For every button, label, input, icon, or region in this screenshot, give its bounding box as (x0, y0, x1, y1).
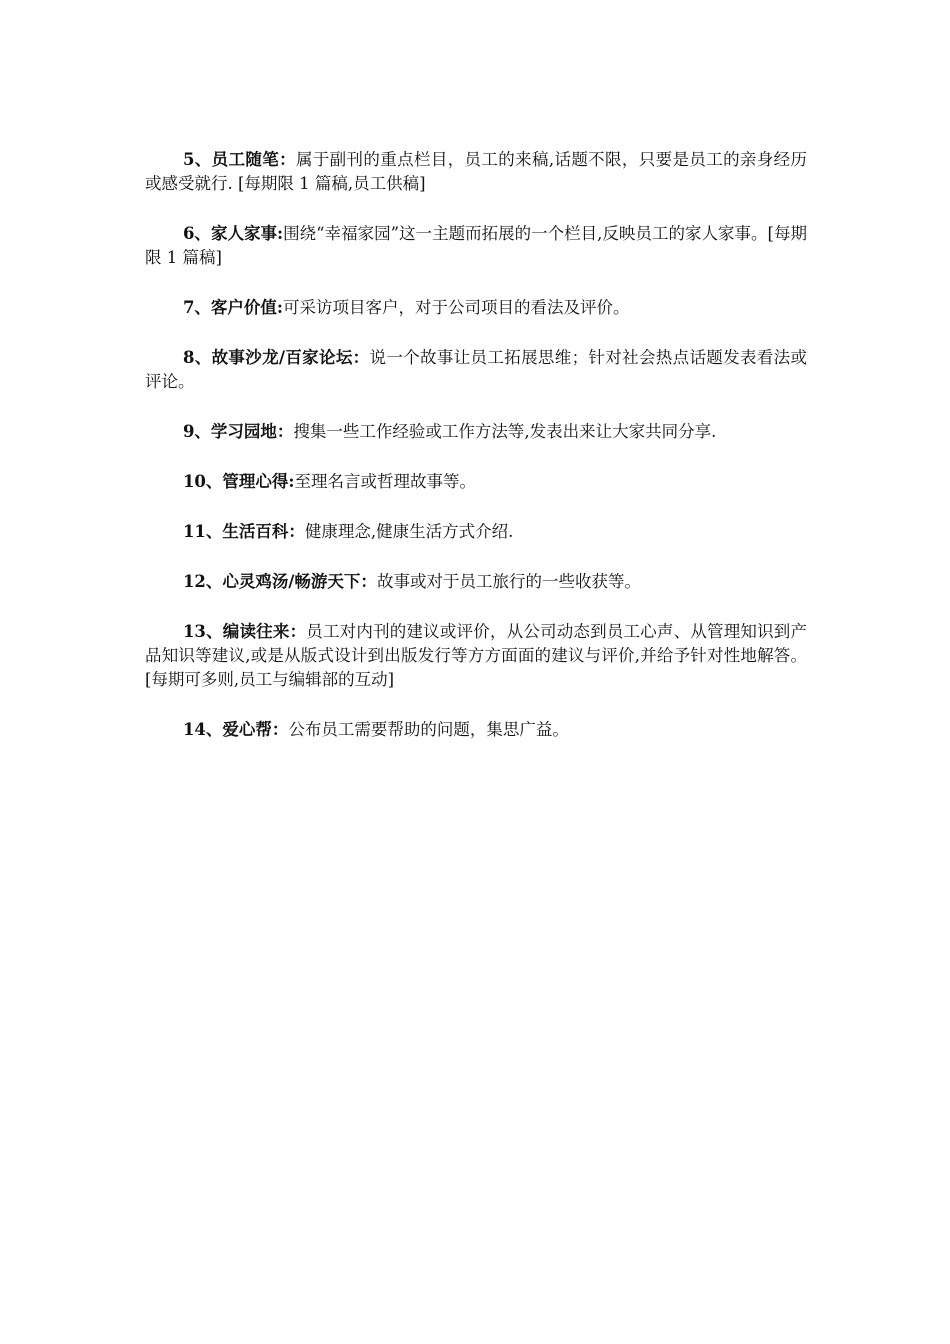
section-item-6 (145, 222, 807, 270)
section-title: 7、客户价值: (182, 298, 284, 317)
section-item-10 (145, 470, 807, 494)
section-title: 12、心灵鸡汤/畅游天下： (182, 572, 377, 591)
section-title: 6、家人家事: (182, 224, 284, 243)
section-text: 健康理念,健康生活方式介绍. (304, 522, 514, 541)
section-item-13 (145, 620, 807, 692)
section-title: 8、故事沙龙/百家论坛： (182, 348, 370, 367)
section-text: 故事或对于员工旅行的一些收获等。 (376, 572, 641, 591)
section-item-7 (145, 296, 807, 320)
section-title: 9、学习园地： (182, 422, 294, 441)
section-title: 5、员工随笔： (182, 150, 296, 169)
section-title: 10、管理心得: (182, 472, 295, 491)
section-title: 11、生活百科： (182, 522, 305, 541)
section-title: 14、爱心帮： (182, 720, 289, 739)
document-body (145, 148, 807, 768)
section-text: 围绕“幸福家园”这一主题而拓展的一个栏目,反映员工的家人家事。[每期限 1 篇稿] (145, 224, 807, 267)
section-item-9 (145, 420, 807, 444)
section-text: 公布员工需要帮助的问题，集思广益。 (288, 720, 569, 739)
section-title: 13、编读往来： (182, 622, 307, 641)
section-text: 属于副刊的重点栏目，员工的来稿,话题不限，只要是员工的亲身经历或感受就行. [每期限 1 篇稿,员工供稿] (145, 150, 808, 193)
section-item-12 (145, 570, 807, 594)
section-item-5 (145, 148, 807, 196)
section-text: 员工对内刊的建议或评价，从公司动态到员工心声、从管理知识到产品知识等建议,或是从版式设计到出版发行等方方面面的建议与评价,并给予针对性地解答。[每期可多则,员工与编辑部的互动] (145, 622, 807, 689)
section-item-11 (145, 520, 807, 544)
section-text: 说一个故事让员工拓展思维；针对社会热点话题发表看法或评论。 (145, 348, 807, 391)
section-text: 搜集一些工作经验或工作方法等,发表出来让大家共同分享. (293, 422, 717, 441)
section-item-8 (145, 346, 807, 394)
section-text: 可采访项目客户，对于公司项目的看法及评价。 (283, 298, 630, 317)
section-item-14 (145, 718, 807, 742)
section-text: 至理名言或哲理故事等。 (294, 472, 476, 491)
